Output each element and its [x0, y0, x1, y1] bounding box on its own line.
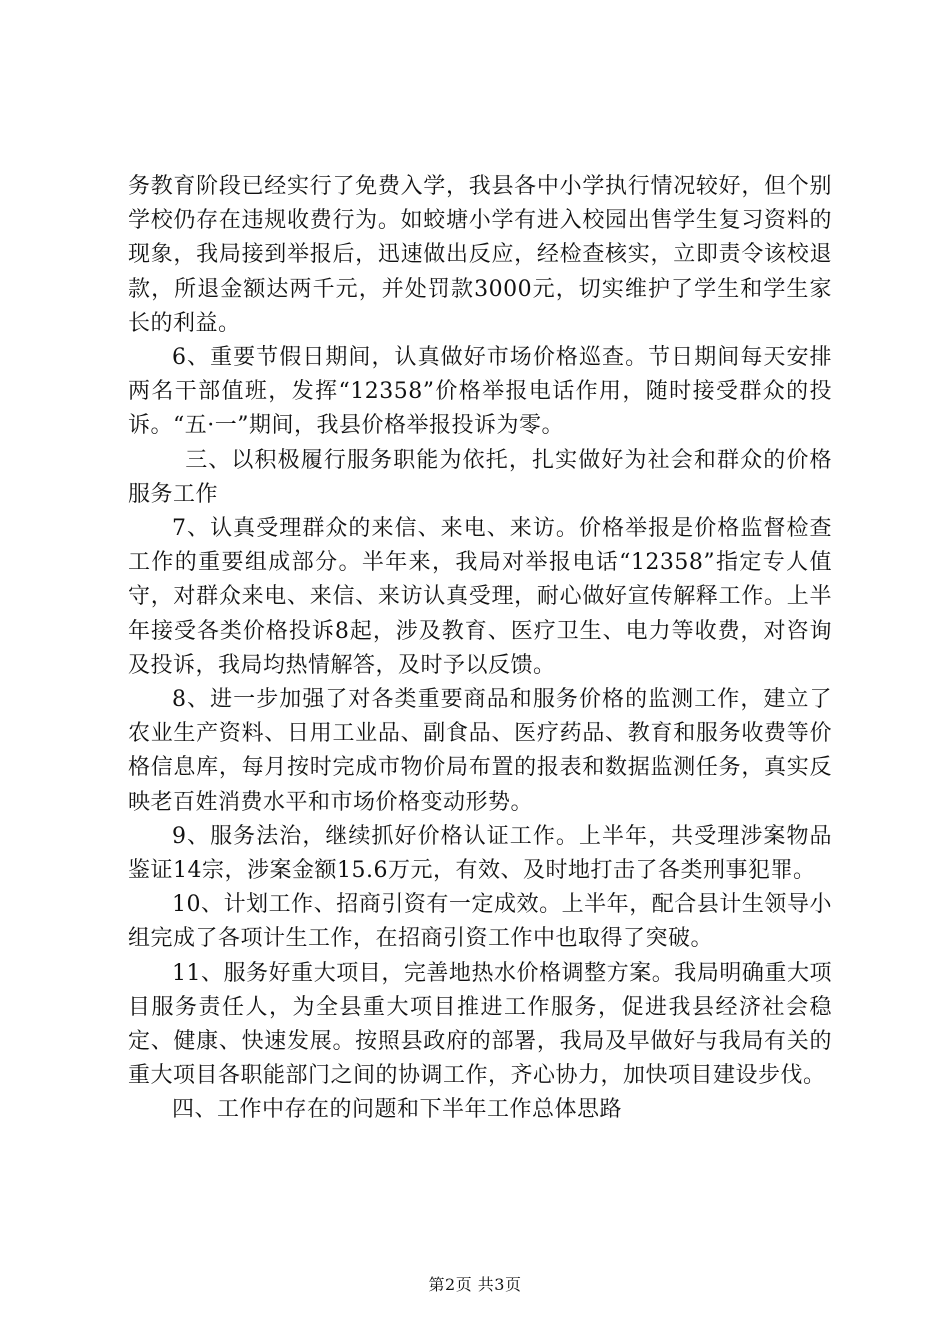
- paragraph-item-11: 11、服务好重大项目，完善地热水价格调整方案。我局明确重大项目服务责任人，为全县重大项目推进工作服务，促进我县经济社会稳定、健康、快速发展。按照县政府的部署，我局及早做好与我局有关的重大项目各职能部门之间的协调工作，齐心协力，加快项目建设步伐。: [128, 960, 832, 1089]
- paragraph-item-7: 7、认真受理群众的来信、来电、来访。价格举报是价格监督检查工作的重要组成部分。半年来，我局对举报电话“12358”指定专人值守，对群众来电、来信、来访认真受理，耐心做好宣传解释工作。上半年接受各类价格投诉8起，涉及教育、医疗卫生、电力等收费，对咨询及投诉，我局均热情解答，及时予以反馈。: [128, 516, 832, 678]
- paragraph-item-6: 6、重要节假日期间，认真做好市场价格巡查。节日期间每天安排两名干部值班，发挥“12358”价格举报电话作用，随时接受群众的投诉。“五·一”期间，我县价格举报投诉为零。: [128, 345, 832, 439]
- document-body: [128, 170, 832, 1128]
- page-number-indicator: 第2页 共3页: [428, 1275, 522, 1294]
- page-footer: [0, 1272, 950, 1295]
- section-heading-3: 三、以积极履行服务职能为依托，扎实做好为社会和群众的价格服务工作: [128, 447, 832, 507]
- paragraph-item-10: 10、计划工作、招商引资有一定成效。上半年，配合县计生领导小组完成了各项计生工作，在招商引资工作中也取得了突破。: [128, 892, 832, 952]
- paragraph-continued: 务教育阶段已经实行了免费入学，我县各中小学执行情况较好，但个别学校仍存在违规收费行为。如蛟塘小学有进入校园出售学生复习资料的现象，我局接到举报后，迅速做出反应，经检查核实，立即责令该校退款，所退金额达两千元，并处罚款3000元，切实维护了学生和学生家长的利益。: [128, 174, 832, 336]
- section-heading-4: 四、工作中存在的问题和下半年工作总体思路: [172, 1097, 623, 1123]
- paragraph-item-8: 8、进一步加强了对各类重要商品和服务价格的监测工作，建立了农业生产资料、日用工业品、副食品、医疗药品、教育和服务收费等价格信息库，每月按时完成市物价局布置的报表和数据监测任务，真实反映老百姓消费水平和市场价格变动形势。: [128, 687, 832, 815]
- paragraph-item-9: 9、服务法治，继续抓好价格认证工作。上半年，共受理涉案物品鉴证14宗，涉案金额15.6万元，有效、及时地打击了各类刑事犯罪。: [128, 823, 832, 884]
